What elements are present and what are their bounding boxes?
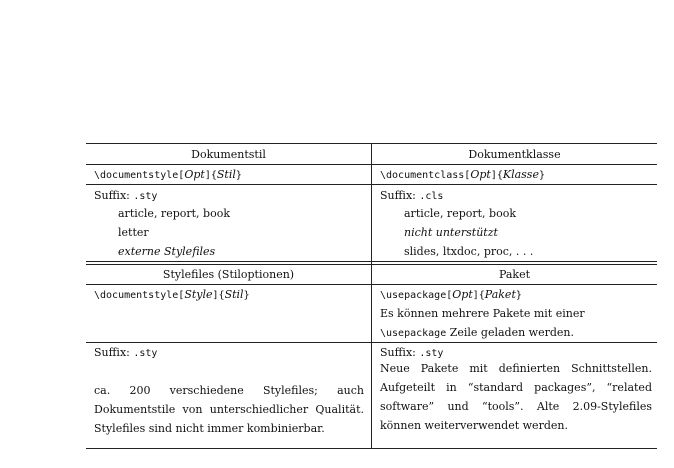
- list-item: nicht unterstützt: [404, 226, 498, 239]
- cmd-end: }: [235, 170, 242, 181]
- cmd-bracket: [: [178, 290, 185, 301]
- cmd-name: \documentstyle: [94, 290, 179, 301]
- paket-paragraph: Neue Pakete mit definierten Schnittstellen. Aufgeteilt in “standard packages”, “related software” und “tools”. Alte 2.09-Stylefiles können weiterverwendet werden.: [380, 362, 652, 432]
- cmd-end: }: [243, 290, 250, 301]
- list-item: article, report, book: [118, 207, 230, 220]
- suffix-value: .sty: [133, 348, 158, 359]
- suffix-value: .sty: [419, 348, 444, 359]
- usepackage-note-line2: [380, 323, 652, 343]
- cmd-mid: ]{: [490, 170, 503, 181]
- cmd-name: \documentclass: [380, 170, 465, 181]
- suffix-label: Suffix:: [94, 189, 134, 202]
- suffix-left-2: [94, 343, 364, 363]
- cmd-bracket: [: [178, 170, 185, 181]
- header-paket: Paket: [498, 268, 531, 281]
- cmd-documentstyle: [94, 165, 364, 185]
- header-dokumentklasse: Dokumentklasse: [468, 148, 561, 161]
- cmd-end: }: [538, 170, 545, 181]
- cmd-opt: Opt: [470, 168, 491, 181]
- suffix-value: .cls: [419, 191, 444, 202]
- suffix-value: .sty: [133, 191, 158, 202]
- cmd-usepackage: [380, 285, 652, 305]
- cmd-opt: Opt: [184, 168, 205, 181]
- suffix-left-1: [94, 186, 364, 206]
- cmd-mid: ]{: [212, 290, 225, 301]
- note-cmd: \usepackage: [380, 328, 447, 339]
- cmd-mid: ]{: [472, 290, 485, 301]
- cmd-documentclass: [380, 165, 652, 185]
- cmd-opt: Opt: [452, 288, 473, 301]
- cmd-arg: Paket: [484, 288, 516, 301]
- cmd-name: \documentstyle: [94, 170, 179, 181]
- cmd-bracket: [: [446, 290, 453, 301]
- list-item: letter: [118, 226, 149, 239]
- usepackage-note-line1: Es können mehrere Pakete mit einer: [380, 307, 585, 320]
- header-dokumentstil: Dokumentstil: [191, 148, 266, 161]
- list-item: slides, ltxdoc, proc, . . .: [404, 245, 534, 258]
- cmd-arg: Stil: [224, 288, 244, 301]
- list-item: externe Stylefiles: [118, 245, 216, 258]
- list-item: article, report, book: [404, 207, 516, 220]
- comparison-table: [86, 143, 657, 449]
- stylefiles-paragraph: ca. 200 verschiedene Stylefiles; auch Dokumentstile von unterschiedlicher Qualität. Stylefiles sind nicht immer kombinierbar.: [94, 384, 364, 435]
- cmd-mid: ]{: [204, 170, 217, 181]
- suffix-right-1: [380, 186, 652, 206]
- cmd-arg: Stil: [216, 168, 236, 181]
- column-divider: [371, 143, 372, 449]
- cmd-end: }: [515, 290, 522, 301]
- suffix-label: Suffix:: [380, 346, 420, 359]
- note-text: Zeile geladen werden.: [446, 326, 575, 339]
- cmd-documentstyle-style: [94, 285, 364, 305]
- cmd-arg: Klasse: [502, 168, 539, 181]
- cmd-name: \usepackage: [380, 290, 447, 301]
- cmd-opt: Style: [184, 288, 213, 301]
- header-stylefiles: Stylefiles (Stiloptionen): [162, 268, 295, 281]
- suffix-label: Suffix:: [94, 346, 134, 359]
- suffix-label: Suffix:: [380, 189, 420, 202]
- cmd-bracket: [: [464, 170, 471, 181]
